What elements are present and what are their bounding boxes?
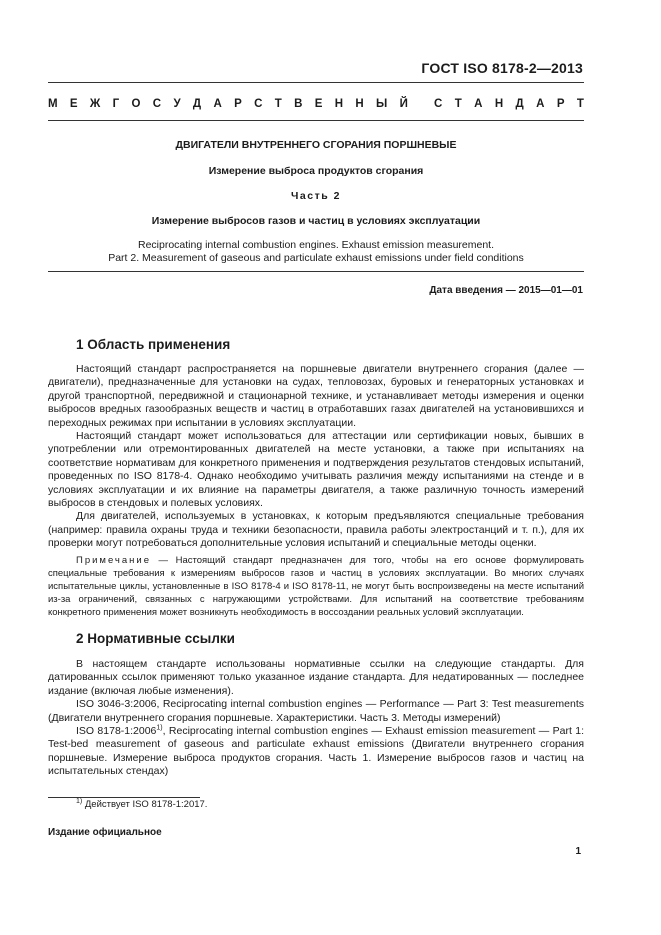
banner-letter: Р [556,98,565,110]
paragraph: Настоящий стандарт распространяется на поршневые двигатели внутреннего сгорания (далее — двигатели), предназначенные для установки на судах, тепловозах, буровых и генераторных установках и другой транспортной, передвижной и стационарной технике, и устанавливает методы измерения и оценки выбросов вредных газообразных веществ и частиц в отработавших газах двигателей на установившихся и переходных режимах при испытании в условиях эксплуатации. [48,363,584,429]
banner-letter: Н [334,98,344,110]
reference-text: , Reciprocating internal combustion engines — Exhaust emission measurement — Part 1: Test-bed measurement of gaseous and particulate exhaust emissions (Двигатели внутреннего сгорания поршневые. Измерение выброса продуктов сгорания. Часть 1. Измерение выбросов газов и частиц на испытательных стендах) [48,725,584,778]
banner-letter: Г [112,98,120,110]
banner-letter: Д [515,98,524,110]
paragraph: Для двигателей, используемых в установках, к которым предъявляются специальные требования (например: правила охраны труда и техники безопасности, правила работы электростанций и т. п.), для их проверки могут потребоваться дополнительные условия испытаний и специальные методы оценки. [48,510,584,550]
banner-letter: Д [192,98,202,110]
introduction-date: Дата введения — 2015—01—01 [429,285,583,296]
gost-code: ГОСТ ISO 8178-2—2013 [421,60,583,76]
interstate-word [48,98,408,110]
banner-letter: С [254,98,263,110]
banner-letter: Т [576,98,584,110]
banner-letter: Т [274,98,282,110]
footnote-text: Действует ISO 8178-1:2017. [82,799,208,810]
footnote [76,799,207,810]
banner-letter: С [152,98,162,110]
section-2-body [48,658,584,779]
banner-letter: О [131,98,141,110]
banner-letter: Н [355,98,364,110]
banner-letter: М [48,98,58,110]
interstate-standard-banner [48,98,584,110]
main-title: ДВИГАТЕЛИ ВНУТРЕННЕГО СГОРАНИЯ ПОРШНЕВЫЕ [175,139,457,151]
banner-letter: Ы [376,98,388,110]
banner-letter: Й [399,98,408,110]
banner-letter: Н [494,98,504,110]
page-number: 1 [575,846,581,857]
standard-word [434,98,584,110]
paragraph: Настоящий стандарт может использоваться для аттестации или сертификации новых, бывших в употреблении или отремонтированных двигателей на месте установки, а также при испытаниях на соответствие нормативам для конкретного применения и подтверждения результатов стендовых испытаний, проведенных по ISO 8178-4. Однако необходимо учитывать различия между испытаниями на стенде и в условиях эксплуатации и их влияние на параметры двигателя, а также различную точность измерений выбросов в стендовых и полевых условиях. [48,430,584,510]
banner-letter: Е [314,98,323,110]
banner-letter: А [213,98,222,110]
banner-letter: Е [69,98,78,110]
part-label: Часть 2 [291,190,341,202]
english-title [48,239,584,265]
section-1-heading: 1 Область применения [76,337,231,352]
note-label: Примечание [76,554,151,566]
footnote-rule [48,797,200,798]
banner-letter: Ж [89,98,101,110]
banner-letter: В [294,98,303,110]
header-rule [48,82,584,83]
reference-item: ISO 3046-3:2006, Reciprocating internal combustion engines — Performance — Part 3: Test measurements (Двигатели внутреннего сгорания поршневые. Характеристики. Часть 3. Методы измерений) [48,698,584,724]
section-1-body [48,363,584,619]
banner-letter: С [434,98,443,110]
reference-id: ISO 8178-1:2006 [76,725,157,738]
note [48,554,584,619]
footnote-marker: 1) [76,797,83,805]
banner-letter: А [536,98,545,110]
paragraph: В настоящем стандарте использованы нормативные ссылки на следующие стандарты. Для датированных ссылок применяют только указанное издание стандарта. Для недатированных — последнее издание (включая любые изменения). [48,658,584,697]
banner-letter: Р [234,98,242,110]
subtitle: Измерение выброса продуктов сгорания [208,165,424,177]
english-title-line: Part 2. Measurement of gaseous and particulate exhaust emissions under field conditions [108,252,524,264]
english-title-line: Reciprocating internal combustion engines. Exhaust emission measurement. [137,239,494,251]
banner-letter: Т [454,98,462,110]
part-title: Измерение выбросов газов и частиц в условиях эксплуатации [151,215,481,227]
edition-label: Издание официальное [48,827,162,838]
footnote-ref: 1) [156,724,163,732]
note-text: — Настоящий стандарт предназначен для того, чтобы на его основе формулировать специальные требования к измерениям выбросов газов и частиц в условиях эксплуатации. Во многих случаях испытательные циклы, установленные в ISO 8178-4 и ISO 8178-11, не могут быть воспроизведены на месте испытаний из-за ограничений, связанных с нагружающими устройствами. Для испытаний на соответствие требованиям конкретного применения может возникнуть необходимость в воссоздании реальных условий эксплуатации. [48,554,584,618]
banner-letter: У [173,98,181,110]
section-2-heading: 2 Нормативные ссылки [76,631,235,646]
title-rule [48,271,584,272]
banner-rule [48,120,584,121]
banner-letter: А [474,98,483,110]
reference-item [48,725,584,779]
